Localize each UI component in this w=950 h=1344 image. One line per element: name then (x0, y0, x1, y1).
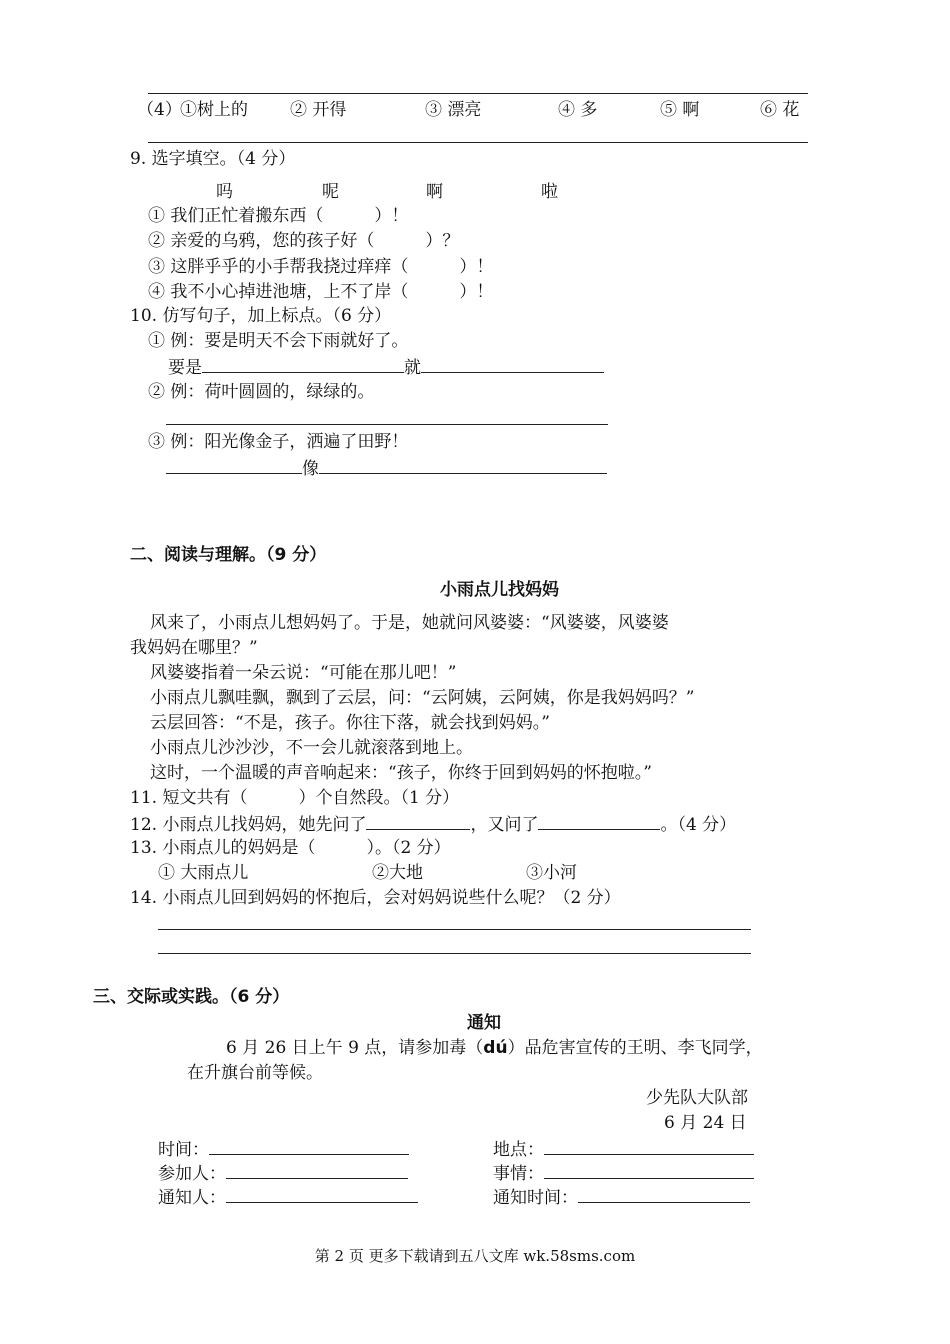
q8-top-rule (148, 93, 808, 94)
section3-heading: 三、交际或实践。（6 分） (93, 987, 290, 1007)
q13-option-1: ① 大雨点儿 (158, 863, 249, 883)
q8-option-1: ①树上的 (180, 100, 248, 120)
story-para-2: 风婆婆指着一朵云说：“可能在那儿吧！” (150, 663, 457, 683)
q10-word-jiu: 就 (404, 358, 421, 378)
field-matter-label: 事情： (493, 1164, 544, 1184)
field-time-blank[interactable] (209, 1137, 409, 1155)
field-matter-blank[interactable] (544, 1161, 754, 1179)
q14: 14. 小雨点儿回到妈妈的怀抱后，会对妈妈说些什么呢？（2 分） (130, 888, 621, 908)
q12-blank-2[interactable] (538, 812, 660, 830)
page-footer: 第 2 页 更多下载请到五八文库 wk.58sms.com (314, 1247, 636, 1265)
q14-answer-line-1[interactable] (158, 929, 751, 930)
q13-option-3: ③小河 (526, 863, 577, 883)
q10-word-yaoshi: 要是 (168, 358, 202, 378)
q8-answer-line[interactable] (148, 142, 808, 143)
story-para-6: 这时，一个温暖的声音响起来：“孩子，你终于回到妈妈的怀抱啦。” (150, 763, 652, 783)
q8-option-5: ⑤ 啊 (660, 100, 700, 120)
story-para-4: 云层回答：“不是，孩子。你往下落，就会找到妈妈。” (150, 713, 550, 733)
q12-blank-1[interactable] (366, 812, 470, 830)
field-notifier-label: 通知人： (158, 1188, 226, 1208)
q9-item-4: ④ 我不小心掉进池塘，上不了岸（ ）！ (148, 282, 494, 302)
field-matter (493, 1161, 754, 1185)
q9-choice-ne: 呢 (322, 182, 339, 202)
q9-choice-a: 啊 (426, 182, 443, 202)
q9-choice-la: 啦 (541, 182, 558, 202)
q8-option-2: ② 开得 (290, 100, 347, 120)
field-notify-time (493, 1185, 750, 1209)
story-para-5: 小雨点儿沙沙沙，不一会儿就滚落到地上。 (150, 738, 473, 758)
q10-example-3: ③ 例：阳光像金子，洒遍了田野！ (148, 432, 409, 452)
q8-item4-number: （4） (137, 100, 182, 120)
q10-example-2: ② 例：荷叶圆圆的，绿绿的。 (148, 382, 375, 402)
q8-option-6: ⑥ 花 (760, 100, 800, 120)
field-time-label: 时间： (158, 1140, 209, 1160)
q10-blank-1b[interactable] (421, 355, 604, 373)
story-para-3: 小雨点儿飘哇飘，飘到了云层，问：“云阿姨，云阿姨，你是我妈妈吗？” (150, 688, 695, 708)
field-place (493, 1137, 754, 1161)
q10-title: 10. 仿写句子，加上标点。（6 分） (130, 306, 392, 326)
section2-heading: 二、阅读与理解。（9 分） (130, 545, 327, 565)
q10-answer-1 (168, 355, 604, 379)
field-attendees (158, 1161, 408, 1185)
q10-blank-3a[interactable] (166, 456, 302, 474)
q10-blank-2[interactable] (166, 424, 608, 425)
field-time (158, 1137, 409, 1161)
field-notifier (158, 1185, 418, 1209)
q9-title: 9. 选字填空。（4 分） (130, 149, 296, 169)
field-attendees-label: 参加人： (158, 1164, 226, 1184)
q10-blank-3b[interactable] (319, 456, 607, 474)
q8-option-4: ④ 多 (558, 100, 598, 120)
q9-choice-ma: 吗 (216, 182, 233, 202)
q12-text-b: ，又问了 (470, 815, 539, 835)
field-notify-time-label: 通知时间： (493, 1188, 578, 1208)
field-place-label: 地点： (493, 1140, 544, 1160)
q13: 13. 小雨点儿的妈妈是（ ）。（2 分） (130, 838, 451, 858)
q12-text-c: 。（4 分） (660, 815, 737, 835)
q10-example-1: ① 例：要是明天不会下雨就好了。 (148, 331, 409, 351)
q9-item-3: ③ 这胖乎乎的小手帮我挠过痒痒（ ）！ (148, 257, 494, 277)
notice-line-1a: 6 月 26 日上午 9 点，请参加毒（ (226, 1038, 484, 1058)
q8-option-3: ③ 漂亮 (425, 100, 482, 120)
field-notify-time-blank[interactable] (578, 1185, 750, 1203)
q9-item-2: ② 亲爱的乌鸦，您的孩子好（ ）？ (148, 231, 460, 251)
q10-blank-1a[interactable] (202, 355, 404, 373)
notice-pinyin: dú (483, 1038, 508, 1058)
notice-date: 6 月 24 日 (664, 1113, 747, 1133)
story-para-1-line-1: 风来了，小雨点儿想妈妈了。于是，她就问风婆婆：“风婆婆，风婆婆 (150, 613, 669, 633)
notice-signer: 少先队大队部 (646, 1088, 748, 1108)
q12 (130, 812, 736, 836)
field-notifier-blank[interactable] (226, 1185, 418, 1203)
q13-option-2: ②大地 (372, 863, 423, 883)
notice-line-2: 在升旗台前等候。 (187, 1063, 323, 1083)
field-place-blank[interactable] (544, 1137, 754, 1155)
story-para-1-line-2: 我妈妈在哪里？” (130, 638, 258, 658)
q10-answer-3 (166, 456, 607, 480)
q14-answer-line-2[interactable] (158, 953, 751, 954)
q12-text-a: 12. 小雨点儿找妈妈，她先问了 (130, 815, 367, 835)
notice-line-1 (226, 1037, 763, 1059)
notice-title: 通知 (467, 1013, 501, 1033)
q9-item-1: ① 我们正忙着搬东西（ ）！ (148, 206, 409, 226)
field-attendees-blank[interactable] (226, 1161, 408, 1179)
notice-line-1b: ）品危害宣传的王明、李飞同学， (507, 1038, 763, 1058)
q10-word-xiang: 像 (302, 459, 319, 479)
story-title: 小雨点儿找妈妈 (440, 580, 559, 600)
q11: 11. 短文共有（ ）个自然段。（1 分） (130, 788, 460, 808)
